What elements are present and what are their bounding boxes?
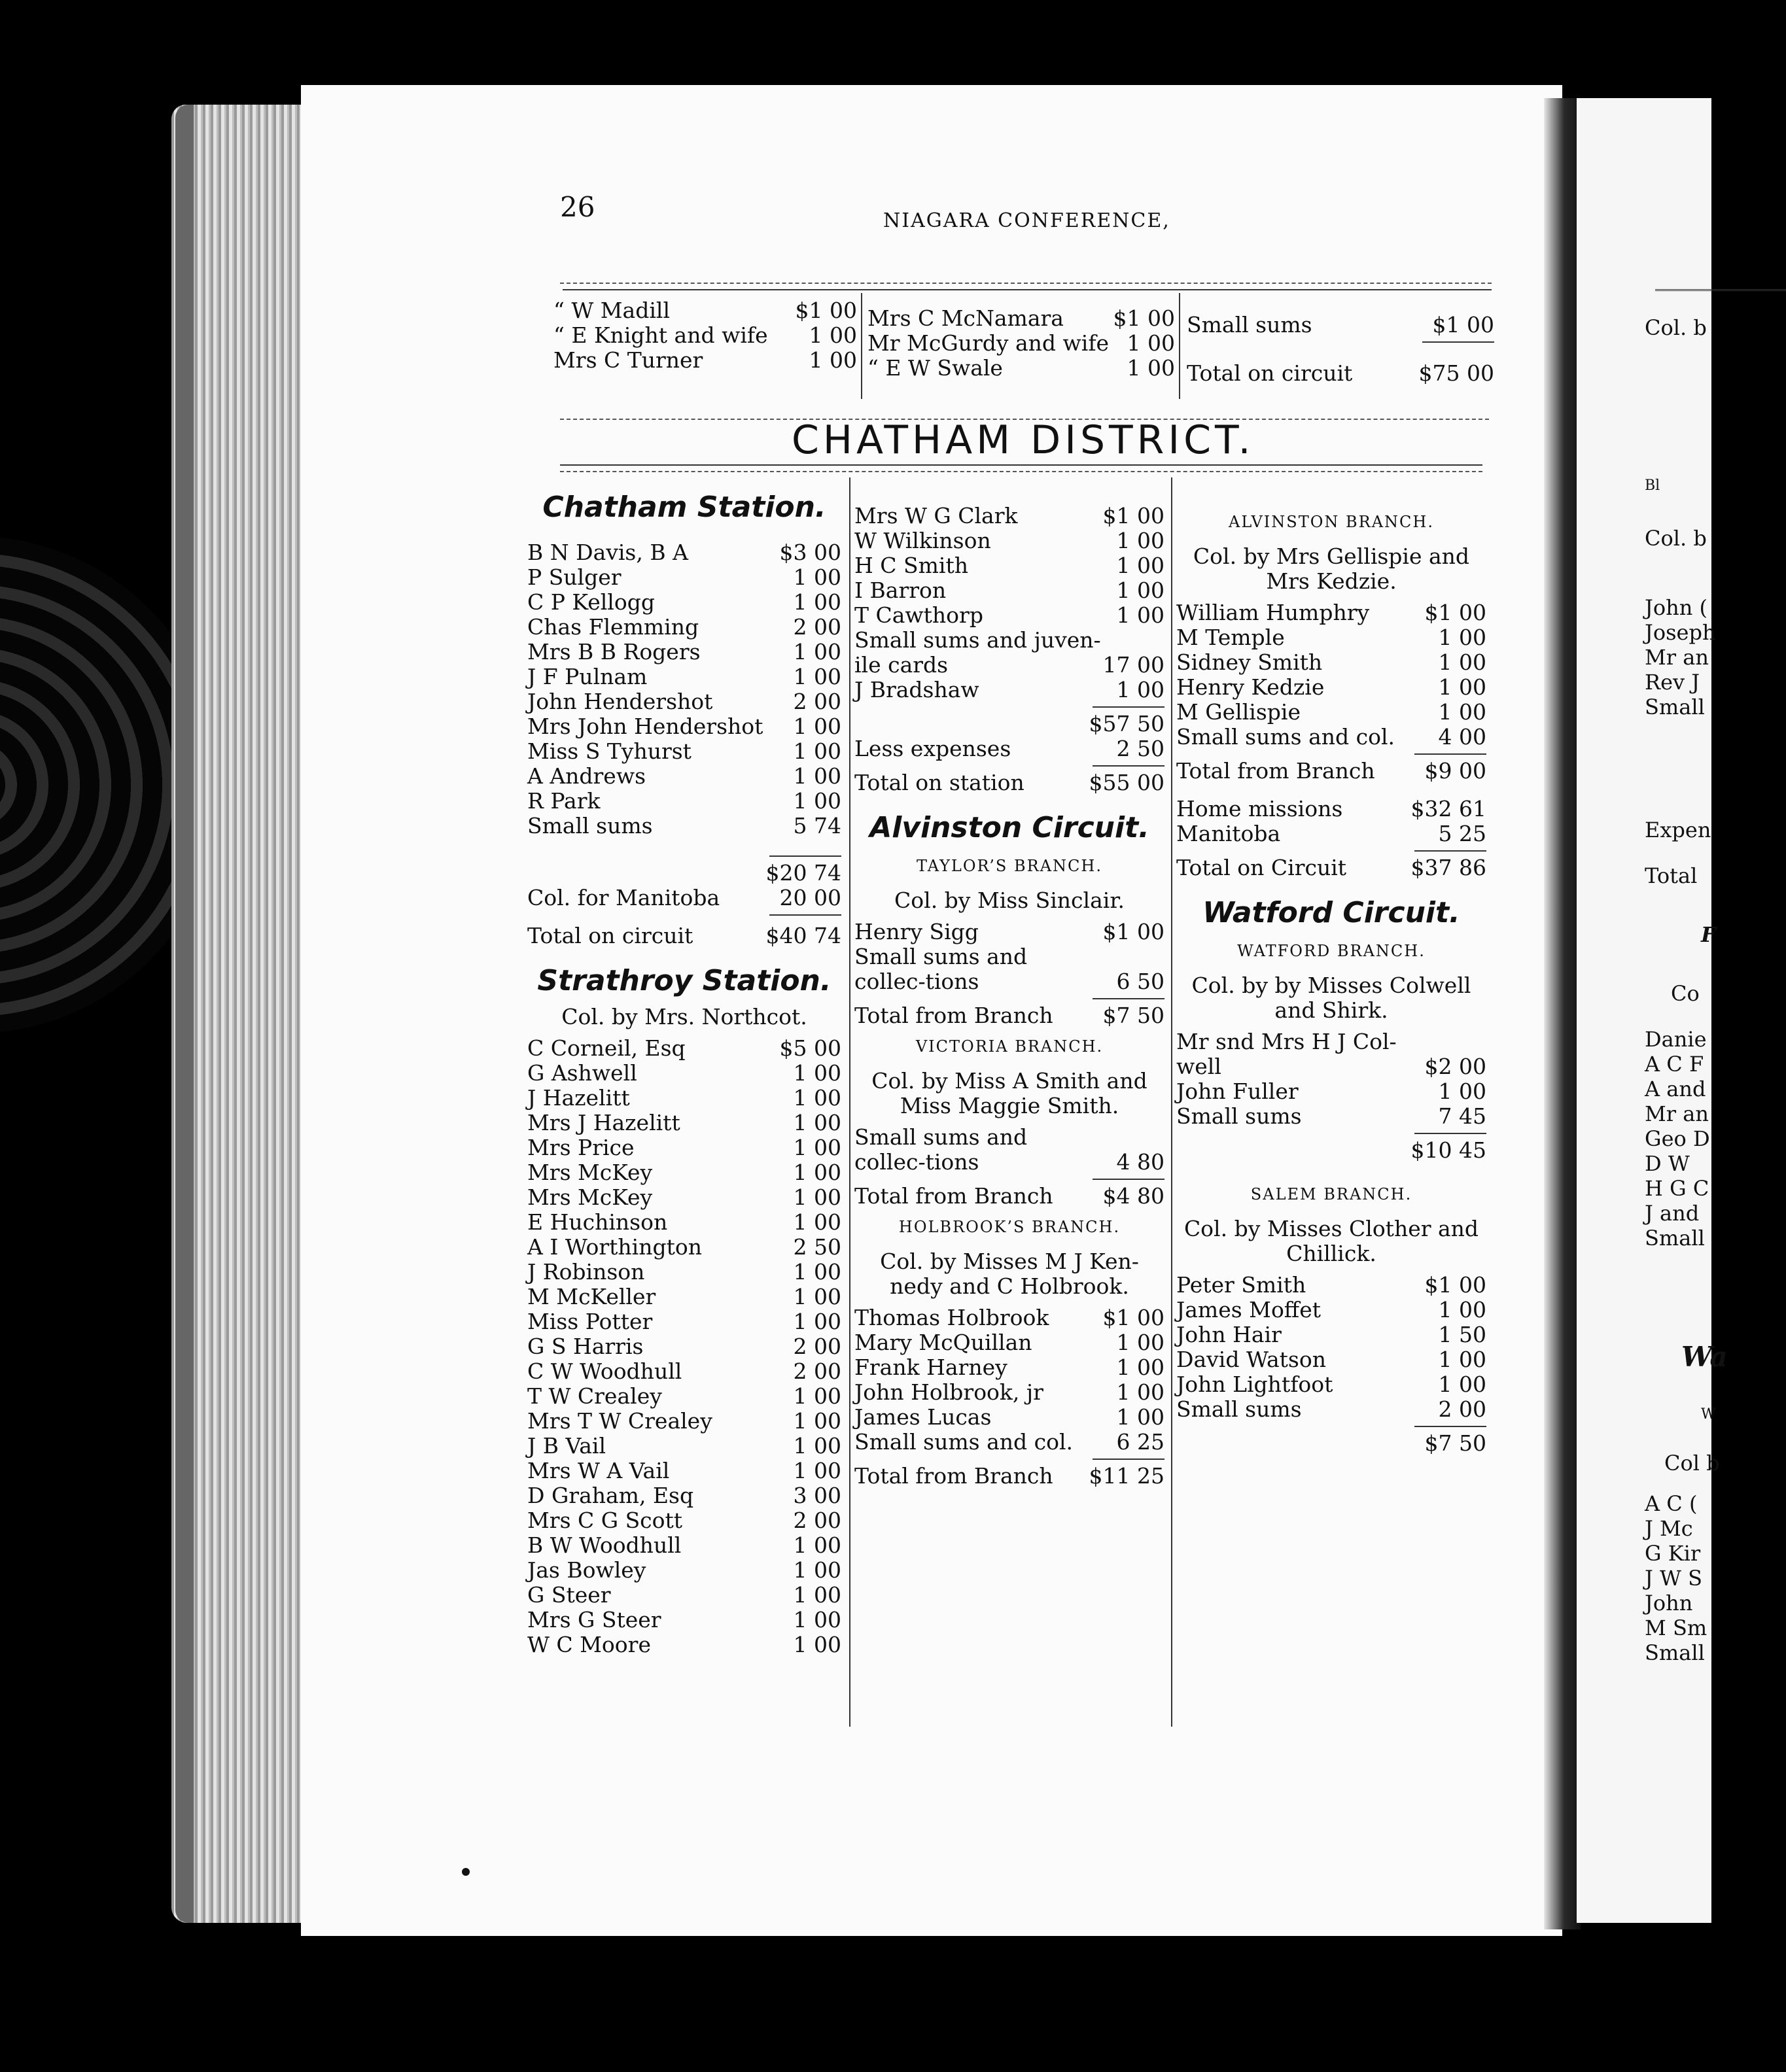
right-text: Expen <box>1645 818 1711 842</box>
column-3 <box>1176 504 1486 1456</box>
entry-amount: 6 25 <box>1116 1429 1164 1455</box>
entry-name: Total on circuit <box>1187 360 1353 386</box>
entry-amount: 1 00 <box>793 1259 841 1285</box>
branch-heading: ALVINSTON BRANCH. <box>1229 513 1434 531</box>
entry-amount: 1 00 <box>793 1085 841 1111</box>
top-rule <box>560 283 1492 284</box>
entry-name: C P Kellogg <box>527 589 655 615</box>
entry-name: Frank Harney <box>854 1355 1007 1380</box>
column-rule <box>861 293 862 399</box>
subtotal-amount: $57 50 <box>1089 711 1164 736</box>
right-text: Danie <box>1645 1027 1707 1052</box>
entry-amount: 1 00 <box>1438 1297 1486 1322</box>
entry-name: A I Worthington <box>527 1234 702 1260</box>
district-title: CHATHAM DISTRICT. <box>792 417 1255 463</box>
right-text: Mr an <box>1645 1101 1709 1126</box>
entry-amount: 2 00 <box>793 614 841 640</box>
entry-amount: 1 00 <box>793 664 841 689</box>
entry-name: Home missions <box>1176 796 1343 821</box>
rule <box>560 464 1482 466</box>
total-label: Total from Branch <box>854 1463 1053 1489</box>
entry-name: J B Vail <box>527 1433 606 1459</box>
entry-amount: 2 00 <box>793 1334 841 1359</box>
right-text: D W <box>1645 1151 1690 1176</box>
entry-amount: 1 00 <box>793 1060 841 1086</box>
entry-name: Mr McGurdy and wife <box>867 330 1110 356</box>
entry-name: Mary McQuillan <box>854 1330 1032 1355</box>
entry-name: Mrs W A Vail <box>527 1458 670 1483</box>
total-amount: $55 00 <box>1089 770 1164 795</box>
column-2 <box>854 504 1164 1489</box>
entry-name: C Corneil, Esq <box>527 1035 686 1061</box>
entry-name: H C Smith <box>854 553 968 578</box>
entry-amount: 6 50 <box>1116 969 1164 994</box>
entry-amount: 1 00 <box>793 1532 841 1558</box>
entry-amount: $1 00 <box>1432 312 1494 337</box>
entry-amount: 1 00 <box>793 1408 841 1434</box>
entry-amount: 1 00 <box>793 1209 841 1235</box>
entry-name: Henry Kedzie <box>1176 674 1325 700</box>
entry-name: B W Woodhull <box>527 1532 682 1558</box>
entry-name: I Barron <box>854 578 947 603</box>
top-block-col3 <box>1187 313 1494 386</box>
right-text: A C ( <box>1645 1491 1698 1516</box>
entry-name: G Ashwell <box>527 1060 637 1086</box>
entry-amount: 1 00 <box>809 322 857 348</box>
column-rule <box>1171 477 1172 1727</box>
entry-name: Mrs C Turner <box>553 347 703 373</box>
right-text: Total <box>1645 863 1698 888</box>
entry-name: John Holbrook, jr <box>854 1379 1043 1405</box>
right-text: Rev J <box>1645 670 1700 695</box>
entry-amount: 17 00 <box>1102 652 1164 678</box>
entry-name: J F Pulnam <box>527 664 648 689</box>
entry-amount: 1 00 <box>1116 1330 1164 1355</box>
total-amount: $10 45 <box>1410 1137 1486 1163</box>
entry-name: Thomas Holbrook <box>854 1305 1049 1330</box>
right-text: F <box>1701 922 1716 947</box>
top-rule <box>563 289 1492 290</box>
total-label: Total from Branch <box>854 1183 1053 1209</box>
entry-name: Mrs McKey <box>527 1160 653 1185</box>
rule <box>560 471 1482 472</box>
entry-name: Mrs C McNamara <box>867 305 1064 331</box>
entry-amount: 1 00 <box>1116 553 1164 578</box>
entry-amount: 1 00 <box>793 1284 841 1309</box>
entry-name: D Graham, Esq <box>527 1483 694 1508</box>
entry-name: Col. for Manitoba <box>527 885 720 910</box>
entry-amount: 1 00 <box>793 1160 841 1185</box>
entry-name: A Andrews <box>527 763 646 789</box>
entry-name: Sidney Smith <box>1176 649 1323 675</box>
entry-name: Mrs T W Crealey <box>527 1408 712 1434</box>
entry-amount: 1 00 <box>793 1458 841 1483</box>
entry-amount: 1 00 <box>793 1632 841 1657</box>
entry-amount: 1 00 <box>1116 1355 1164 1380</box>
entry-name: Small sums and col. <box>1176 724 1395 750</box>
entry-amount: 1 00 <box>793 1110 841 1135</box>
entry-amount: $1 00 <box>795 298 857 323</box>
entry-name: Less expenses <box>854 736 1011 761</box>
entry-amount: 2 00 <box>793 1358 841 1384</box>
total-amount: $40 74 <box>765 923 841 948</box>
entry-name: P Sulger <box>527 564 622 590</box>
entry-name: Mrs McKey <box>527 1184 653 1210</box>
branch-heading: SALEM BRANCH. <box>1250 1185 1412 1203</box>
entry-amount: 1 00 <box>793 1582 841 1608</box>
entry-name: “ E W Swale <box>867 355 1003 381</box>
right-text: Small <box>1645 695 1705 719</box>
entry-amount: 2 00 <box>793 689 841 714</box>
entry-name: Small sums and collec-tions <box>854 944 1028 994</box>
entry-amount: 20 00 <box>779 885 841 910</box>
entry-amount: $1 00 <box>1113 305 1175 331</box>
right-text: Small <box>1645 1226 1705 1251</box>
section-title: Alvinston Circuit. <box>869 811 1149 844</box>
right-text: Col. b <box>1645 315 1707 340</box>
entry-name: M McKeller <box>527 1284 656 1309</box>
entry-name: Small sums <box>1176 1396 1302 1422</box>
entry-amount: $75 00 <box>1418 360 1494 386</box>
entry-name: Mrs J Hazelitt <box>527 1110 680 1135</box>
entry-name: Peter Smith <box>1176 1272 1306 1298</box>
entry-name: Mrs G Steer <box>527 1607 661 1632</box>
entry-amount: 7 45 <box>1438 1103 1486 1129</box>
section-title: Watford Circuit. <box>1202 896 1460 929</box>
entry-amount: 5 74 <box>793 813 841 838</box>
right-text: Mr an <box>1645 645 1709 670</box>
total-amount: $4 80 <box>1102 1183 1164 1209</box>
entry-name: Mrs W G Clark <box>854 503 1018 528</box>
right-text: J W S <box>1645 1566 1702 1591</box>
entry-name: Mrs John Hendershot <box>527 714 763 739</box>
entry-amount: $2 00 <box>1424 1054 1486 1079</box>
column-rule <box>1179 293 1180 399</box>
entry-amount: $1 00 <box>1424 1272 1486 1298</box>
branch-heading: WATFORD BRANCH. <box>1237 942 1426 960</box>
entry-amount: 1 00 <box>1116 602 1164 628</box>
right-text: Col b <box>1664 1451 1720 1476</box>
entry-amount: 4 80 <box>1116 1149 1164 1175</box>
total-label: Total from Branch <box>1176 758 1375 784</box>
total-label: Total on station <box>854 770 1024 795</box>
entry-amount: 1 00 <box>1116 1379 1164 1405</box>
top-block-col1 <box>553 298 857 373</box>
total-amount: $11 25 <box>1089 1463 1164 1489</box>
subtotal-amount: $20 74 <box>765 860 841 886</box>
right-text: A and <box>1645 1077 1706 1101</box>
entry-amount: 1 00 <box>1438 1079 1486 1104</box>
entry-name: W Wilkinson <box>854 528 991 553</box>
entry-amount: 1 00 <box>1438 625 1486 650</box>
entry-name: M Temple <box>1176 625 1285 650</box>
entry-amount: 2 50 <box>1116 736 1164 761</box>
entry-name: Henry Sigg <box>854 919 979 944</box>
entry-name: Small sums <box>1187 312 1312 337</box>
entry-amount: 1 00 <box>793 788 841 814</box>
entry-name: Mr snd Mrs H J Col-well <box>1176 1029 1397 1079</box>
ink-speck <box>462 1868 470 1876</box>
entry-amount: 1 00 <box>793 1184 841 1210</box>
total-amount: $7 50 <box>1424 1430 1486 1456</box>
entry-amount: 1 00 <box>793 1433 841 1459</box>
entry-name: “ W Madill <box>553 298 671 323</box>
branch-heading: HOLBROOK’S BRANCH. <box>898 1218 1121 1236</box>
right-page-fragment <box>1577 98 1728 1923</box>
entry-amount: 1 00 <box>793 1607 841 1632</box>
total-amount: $7 50 <box>1102 1003 1164 1028</box>
right-text: John <box>1645 1591 1693 1615</box>
right-text: Geo D <box>1645 1126 1710 1151</box>
top-block-col2 <box>867 306 1175 381</box>
entry-name: Miss S Tyhurst <box>527 738 692 764</box>
entry-name: John Lightfoot <box>1176 1372 1333 1397</box>
entry-amount: 1 00 <box>1438 674 1486 700</box>
entry-name: C W Woodhull <box>527 1358 682 1384</box>
entry-amount: 1 00 <box>1127 330 1175 356</box>
collector-line: Col. by Mrs. Northcot. <box>561 1004 807 1029</box>
right-text: Wa <box>1681 1341 1728 1373</box>
entry-name: John Hair <box>1176 1322 1282 1347</box>
entry-name: Mrs Price <box>527 1135 635 1160</box>
entry-name: W C Moore <box>527 1632 651 1657</box>
entry-amount: 1 00 <box>1438 1372 1486 1397</box>
total-amount: $37 86 <box>1410 855 1486 880</box>
entry-amount: 1 00 <box>1127 355 1175 381</box>
entry-amount: 1 00 <box>1116 578 1164 603</box>
right-text: W <box>1701 1406 1716 1423</box>
collector-line: Col. by by Misses Colwell and Shirk. <box>1191 973 1471 1023</box>
entry-name: William Humphry <box>1176 600 1370 625</box>
entry-name: M Gellispie <box>1176 699 1301 725</box>
entry-amount: 1 00 <box>793 1309 841 1334</box>
right-text: Co <box>1671 981 1700 1006</box>
entry-name: John Hendershot <box>527 689 713 714</box>
right-text: J Mc <box>1645 1516 1693 1541</box>
entry-amount: 1 00 <box>793 639 841 665</box>
entry-name: Manitoba <box>1176 821 1281 846</box>
entry-amount: 2 00 <box>1438 1396 1486 1422</box>
entry-amount: $32 61 <box>1410 796 1486 821</box>
entry-amount: 2 00 <box>793 1508 841 1533</box>
entry-amount: 1 00 <box>809 347 857 373</box>
entry-amount: 1 00 <box>793 589 841 615</box>
collector-line: Col. by Misses Clother and Chillick. <box>1183 1216 1479 1266</box>
entry-name: E Huchinson <box>527 1209 668 1235</box>
entry-amount: 1 00 <box>1116 677 1164 702</box>
entry-amount: $5 00 <box>779 1035 841 1061</box>
entry-amount: 1 00 <box>1438 649 1486 675</box>
entry-amount: 2 50 <box>793 1234 841 1260</box>
entry-name: T W Crealey <box>527 1383 662 1409</box>
right-text: G Kir <box>1645 1541 1701 1566</box>
entry-amount: 1 00 <box>793 738 841 764</box>
entry-name: Jas Bowley <box>527 1557 646 1583</box>
entry-name: J Robinson <box>527 1259 645 1285</box>
entry-name: T Cawthorp <box>854 602 983 628</box>
total-label: Total on circuit <box>527 923 693 948</box>
column-rule <box>849 477 850 1727</box>
section-title: Strathroy Station. <box>537 964 832 997</box>
entry-amount: $1 00 <box>1424 600 1486 625</box>
entry-name: Mrs B B Rogers <box>527 639 701 665</box>
section-title: Chatham Station. <box>542 491 826 524</box>
right-text: M Sm <box>1645 1615 1707 1640</box>
entry-name: James Lucas <box>854 1404 992 1430</box>
right-text: J and <box>1645 1201 1700 1226</box>
entry-name: David Watson <box>1176 1347 1326 1372</box>
entry-amount: 5 25 <box>1438 821 1486 846</box>
right-text: John ( <box>1645 595 1707 620</box>
entry-amount: 3 00 <box>793 1483 841 1508</box>
right-text: Small <box>1645 1640 1705 1665</box>
entry-name: J Hazelitt <box>527 1085 630 1111</box>
entry-name: Small sums and juven-ile cards <box>854 627 1101 678</box>
entry-name: G Steer <box>527 1582 611 1608</box>
right-text: H G C <box>1645 1176 1709 1201</box>
column-1 <box>527 488 841 1657</box>
right-text: Joseph <box>1645 620 1716 645</box>
entry-name: R Park <box>527 788 601 814</box>
entry-name: Small sums <box>1176 1103 1302 1129</box>
entry-name: Chas Flemming <box>527 614 699 640</box>
total-label: Total from Branch <box>854 1003 1053 1028</box>
entry-amount: 1 00 <box>1438 1347 1486 1372</box>
entry-amount: $1 00 <box>1102 1305 1164 1330</box>
entry-amount: 1 00 <box>793 763 841 789</box>
running-head: NIAGARA CONFERENCE, <box>883 209 1170 232</box>
entry-amount: 1 00 <box>1438 699 1486 725</box>
collector-line: Col. by Miss A Smith and Miss Maggie Smith. <box>871 1068 1147 1118</box>
entry-name: James Moffet <box>1176 1297 1322 1322</box>
entry-amount: 1 00 <box>793 1383 841 1409</box>
page-number: 26 <box>560 191 595 223</box>
entry-name: J Bradshaw <box>854 677 979 702</box>
branch-heading: TAYLOR’S BRANCH. <box>917 857 1102 875</box>
entry-amount: $1 00 <box>1102 503 1164 528</box>
right-text: Col. b <box>1645 526 1707 551</box>
entry-amount: 1 00 <box>793 714 841 739</box>
total-amount: $9 00 <box>1424 758 1486 784</box>
entry-name: Miss Potter <box>527 1309 653 1334</box>
entry-amount: $1 00 <box>1102 919 1164 944</box>
entry-name: Small sums <box>527 813 653 838</box>
entry-name: “ E Knight and wife <box>553 322 768 348</box>
entry-amount: 1 00 <box>1116 1404 1164 1430</box>
collector-line: Col. by Mrs Gellispie and Mrs Kedzie. <box>1193 544 1470 594</box>
collector-line: Col. by Misses M J Ken-nedy and C Holbrook. <box>880 1249 1139 1299</box>
right-text: Bl <box>1645 477 1660 494</box>
branch-heading: VICTORIA BRANCH. <box>915 1037 1104 1056</box>
entry-name: John Fuller <box>1176 1079 1299 1104</box>
entry-name: Mrs C G Scott <box>527 1508 683 1533</box>
entry-amount: 1 00 <box>1116 528 1164 553</box>
entry-name: Small sums and collec-tions <box>854 1124 1028 1175</box>
entry-amount: 1 00 <box>793 1557 841 1583</box>
collector-line: Col. by Miss Sinclair. <box>894 888 1125 913</box>
entry-name: Small sums and col. <box>854 1429 1074 1455</box>
entry-amount: $3 00 <box>779 540 841 565</box>
book-gutter <box>1544 98 1581 1929</box>
total-label: Total on Circuit <box>1176 855 1347 880</box>
entry-name: B N Davis, B A <box>527 540 688 565</box>
entry-amount: 1 00 <box>793 1135 841 1160</box>
entry-amount: 1 50 <box>1438 1322 1486 1347</box>
entry-amount: 4 00 <box>1438 724 1486 750</box>
entry-amount: 1 00 <box>793 564 841 590</box>
entry-name: G S Harris <box>527 1334 644 1359</box>
right-text: A C F <box>1645 1052 1704 1077</box>
